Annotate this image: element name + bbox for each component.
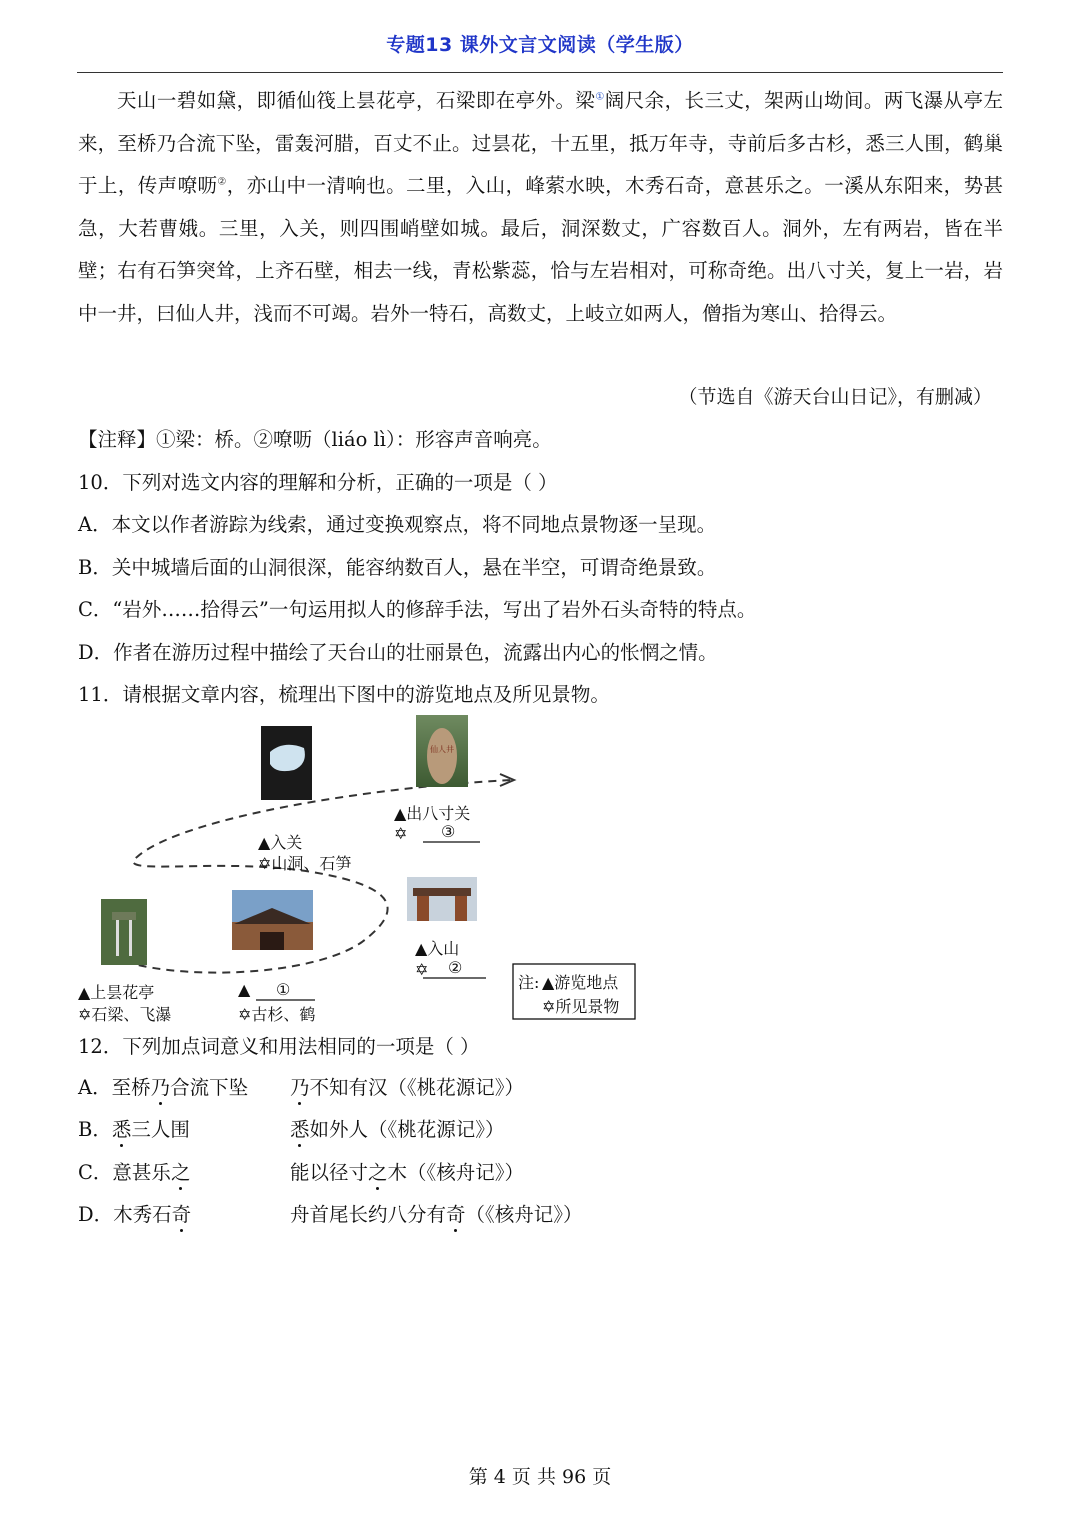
dotted-word: 悉 — [290, 1114, 310, 1142]
option-text: 意甚乐 — [112, 1161, 171, 1184]
exit-location-label: ▲出八寸关 — [394, 804, 471, 823]
page-header-title: 专题13 课外文言文阅读（学生版） — [386, 34, 694, 56]
annotation-note: 【注释】①梁：桥。②嘹呖（liáo lì）：形容声音响亮。 — [78, 428, 552, 451]
option-text: 至桥 — [111, 1076, 151, 1099]
option-label: D． — [78, 1203, 114, 1226]
question-11-stem: 11．请根据文章内容，梳理出下图中的游览地点及所见景物。 — [78, 683, 610, 706]
page-number: 第 4 页 共 96 页 — [468, 1466, 612, 1488]
dotted-word: 奇 — [172, 1199, 192, 1227]
passage-paragraph — [78, 80, 1003, 335]
question-12-option-d-compare — [290, 1199, 583, 1227]
option-text: 三人围 — [131, 1118, 190, 1141]
stone-engraving: 仙人井 — [430, 745, 454, 754]
question-10-option-a: A．本文以作者游踪为线索，通过变换观察点，将不同地点景物逐一呈现。 — [78, 513, 717, 536]
temple-sight-label: ✡古杉、鹤 — [238, 1005, 316, 1024]
option-label: C． — [78, 1161, 113, 1184]
question-12-option-b-compare — [290, 1114, 505, 1142]
question-12-option-d — [78, 1199, 191, 1227]
option-text: 能以径寸 — [290, 1161, 369, 1184]
cave-photo — [261, 726, 312, 800]
question-12-option-c-compare — [290, 1157, 524, 1185]
question-12-option-b — [78, 1114, 190, 1142]
question-10-stem: 10．下列对选文内容的理解和分析，正确的一项是（ ） — [78, 471, 558, 494]
question-10-option-d: D．作者在游历过程中描绘了天台山的壮丽景色，流露出内心的怅惘之情。 — [78, 641, 718, 664]
option-label: A． — [78, 1076, 112, 1099]
header-divider — [77, 72, 1003, 73]
dotted-word: 乃 — [290, 1072, 310, 1100]
question-12-stem: 12．下列加点词意义和用法相同的一项是（ ） — [78, 1035, 480, 1058]
question-12-option-a-compare — [290, 1072, 524, 1100]
dotted-word: 之 — [171, 1157, 191, 1185]
option-text: 舟首尾长约八分有 — [290, 1203, 447, 1226]
question-12-option-c — [78, 1157, 190, 1185]
pass-sight-label: ✡山洞、石笋 — [258, 854, 352, 873]
question-12-option-a — [78, 1072, 248, 1100]
temple-location-label: ▲ — [238, 980, 251, 999]
footnote-marker-2: ② — [217, 176, 227, 188]
option-text: 木秀石 — [113, 1203, 172, 1226]
start-sight-label: ✡石梁、飞瀑 — [78, 1005, 172, 1024]
dotted-word: 悉 — [112, 1114, 132, 1142]
pass-location-label: ▲入关 — [258, 833, 303, 852]
legend-sight: ✡所见景物 — [542, 997, 620, 1016]
option-label: B． — [78, 1118, 112, 1141]
option-text: （《核舟记》） — [465, 1203, 583, 1226]
enter-sight-label: ✡ — [415, 960, 429, 979]
option-text: 不知有汉（《桃花源记》） — [309, 1076, 525, 1099]
footnote-marker-1: ① — [595, 91, 605, 103]
passage-text-part2: 阔尺余，长三丈，架两山坳间。两飞瀑从亭左来，至桥乃合流下坠，雷轰河腊，百丈不止。过昙花，十五里，抵万年寺，寺前后多古杉，悉三人围，鹤巢于上，传声嘹呖 — [78, 89, 1003, 197]
blank-1-marker: ① — [276, 980, 291, 999]
option-text: 如外人（《桃花源记》） — [309, 1118, 505, 1141]
dotted-word: 之 — [368, 1157, 388, 1185]
passage-source: （节选自《游天台山日记》，有删减） — [678, 386, 992, 408]
question-10-option-b: B．关中城墙后面的山洞很深，能容纳数百人，悬在半空，可谓奇绝景致。 — [78, 556, 717, 579]
classical-passage — [78, 80, 1003, 335]
dotted-word: 乃 — [151, 1072, 171, 1100]
start-location-label: ▲上昙花亭 — [78, 983, 155, 1002]
legend-place: ▲游览地点 — [542, 973, 619, 992]
option-text: 合流下坠 — [170, 1076, 249, 1099]
exit-sight-label: ✡ — [394, 824, 408, 843]
legend-title: 注: — [518, 973, 540, 992]
dotted-word: 奇 — [446, 1199, 466, 1227]
pavilion-photo — [101, 899, 147, 965]
blank-3-marker: ③ — [441, 822, 456, 841]
passage-text-part3: ，亦山中一清响也。二里，入山，峰萦水映，木秀石奇，意甚乐之。一溪从东阳来，势甚急，大若曹娥。三里，入关，则四围峭壁如城。最后，洞深数丈，广容数百人。洞外，左有两岩，皆在半壁；右有石笋突耸，上齐石壁，相去一线，青松紫蕊，恰与左岩相对，可称奇绝。出八寸关，复上一岩，岩中一井，曰仙人井，浅而不可竭。岩外一特石，高数丈，上岐立如两人，僧指为寒山、拾得云。 — [78, 174, 1003, 325]
passage-text-part1: 天山一碧如黛，即循仙筏上昙花亭，石梁即在亭外。梁 — [117, 89, 596, 112]
gate-photo — [407, 877, 477, 921]
option-text: 木（《核舟记》） — [387, 1161, 525, 1184]
tour-route-diagram — [72, 712, 642, 1024]
temple-photo — [232, 890, 313, 950]
stone-photo — [416, 715, 468, 787]
enter-location-label: ▲入山 — [415, 939, 460, 958]
blank-2-marker: ② — [448, 958, 463, 977]
question-10-option-c: C．“岩外……拾得云”一句运用拟人的修辞手法，写出了岩外石头奇特的特点。 — [78, 598, 757, 621]
